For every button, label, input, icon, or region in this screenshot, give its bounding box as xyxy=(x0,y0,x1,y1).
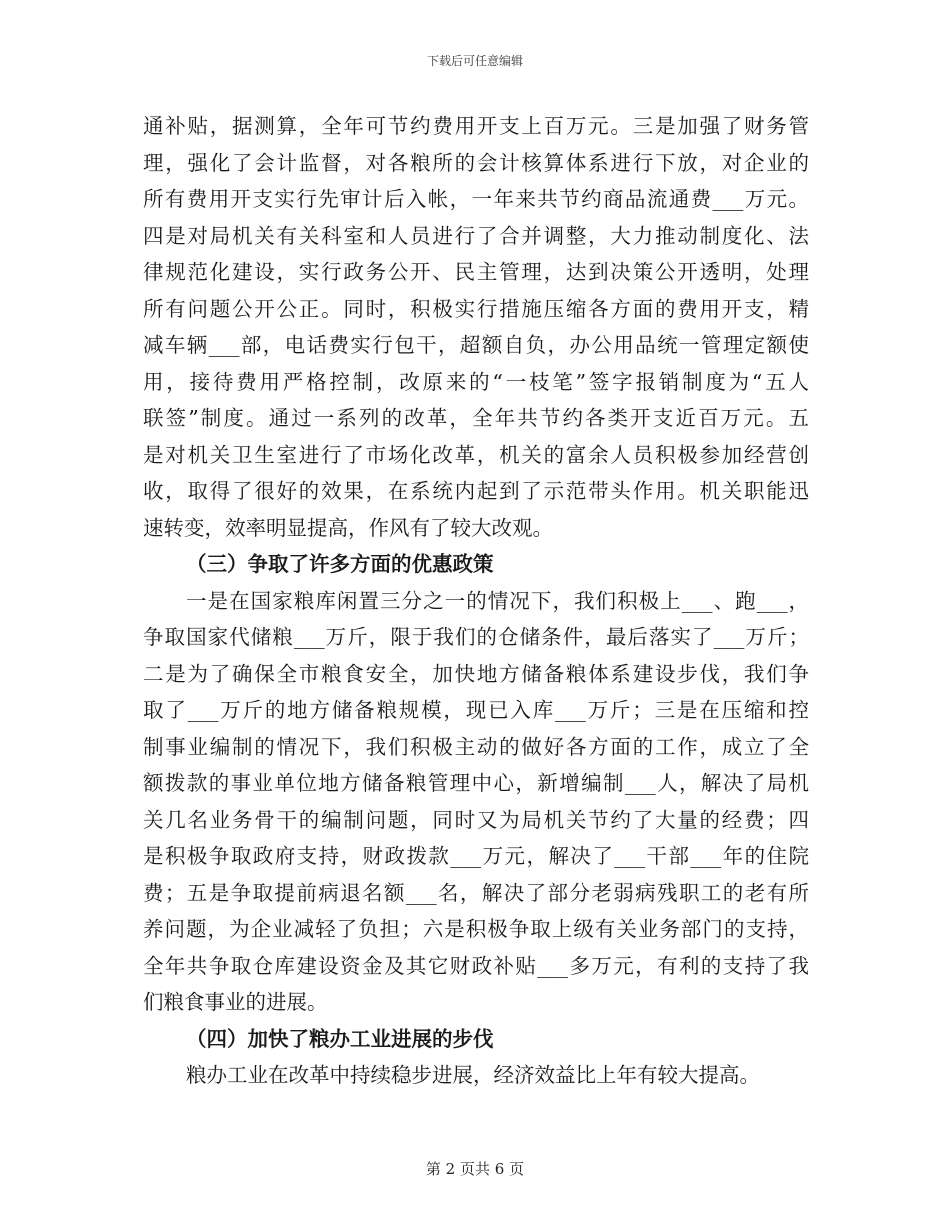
section3-line: 们粮食事业的进展。 xyxy=(143,990,328,1014)
body-line: 所有费用开支实行先审计后入帐，一年来共节约商品流通费___万元。 xyxy=(143,187,809,211)
body-line: 减车辆___部，电话费实行包干，超额自负，办公用品统一管理定额使 xyxy=(143,333,809,357)
body-line: 收，取得了很好的效果，在系统内起到了示范带头作用。机关职能迅 xyxy=(143,479,809,503)
section3-line: 费；五是争取提前病退名额___名，解决了部分老弱病残职工的老有所 xyxy=(143,880,809,905)
body-line: 用，接待费用严格控制，改原来的“一枝笔”签字报销制度为“五人 xyxy=(143,369,809,394)
section3-line: 全年共争取仓库建设资金及其它财政补贴___多万元，有利的支持了我 xyxy=(143,953,809,978)
section3-line: 争取国家代储粮___万斤，限于我们的仓储条件，最后落实了___万斤； xyxy=(143,625,809,649)
section3-line: 取了___万斤的地方储备粮规模，现已入库___万斤；三是在压缩和控 xyxy=(143,698,809,722)
section3-line: 关几名业务骨干的编制问题，同时又为局机关节约了大量的经费；四 xyxy=(143,807,809,832)
section3-line: 额拨款的事业单位地方储备粮管理中心，新增编制___人，解决了局机 xyxy=(143,771,809,795)
section3-line: 养问题，为企业减轻了负担；六是积极争取上级有关业务部门的支持， xyxy=(143,917,809,941)
body-line: 联签”制度。通过一系列的改革，全年共节约各类开支近百万元。五 xyxy=(143,406,809,430)
section4-line: 粮办工业在改革中持续稳步进展，经济效益比上年有较大提高。 xyxy=(186,1063,760,1087)
section-heading-4: （四）加快了粮办工业进展的步伐 xyxy=(186,1026,494,1051)
body-line: 速转变，效率明显提高，作风有了较大改观。 xyxy=(143,515,553,540)
section-heading-3: （三）争取了许多方面的优惠政策 xyxy=(186,552,494,576)
section3-line: 是积极争取政府支持，财政拨款___万元，解决了___干部___年的住院 xyxy=(143,844,809,868)
body-line: 理，强化了会计监督，对各粮所的会计核算体系进行下放，对企业的 xyxy=(143,150,809,175)
body-line: 四是对局机关有关科室和人员进行了合并调整，大力推动制度化、法 xyxy=(143,223,809,248)
body-line: 所有问题公开公正。同时，积极实行措施压缩各方面的费用开支，精 xyxy=(143,296,809,321)
section3-line: 二是为了确保全市粮食安全，加快地方储备粮体系建设步伐，我们争 xyxy=(143,661,809,686)
page-number-footer: 第 2 页共 6 页 xyxy=(425,1160,525,1178)
document-body xyxy=(143,108,809,1094)
section3-line: 制事业编制的情况下，我们积极主动的做好各方面的工作，成立了全 xyxy=(143,734,809,759)
page-header: 下载后可任意编辑 xyxy=(426,54,523,68)
body-line: 通补贴，据测算，全年可节约费用开支上百万元。三是加强了财务管 xyxy=(143,114,809,138)
body-line: 律规范化建设，实行政务公开、民主管理，达到决策公开透明，处理 xyxy=(143,260,809,284)
body-line: 是对机关卫生室进行了市场化改革，机关的富余人员积极参加经营创 xyxy=(143,442,809,467)
section3-line: 一是在国家粮库闲置三分之一的情况下，我们积极上___、跑___， xyxy=(186,588,809,613)
